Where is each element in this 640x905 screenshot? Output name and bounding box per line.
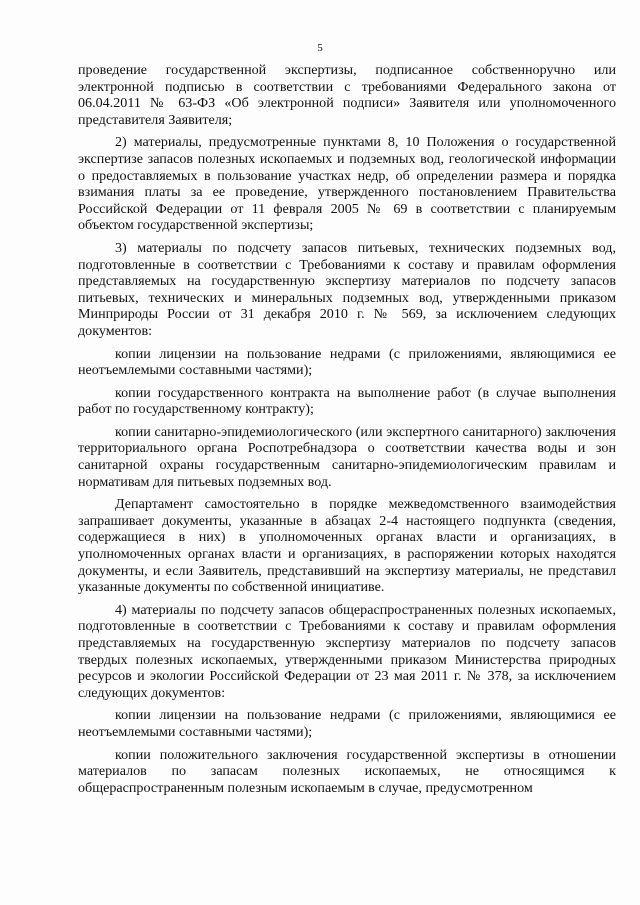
paragraph-item-4: 4) материалы по подсчету запасов общераспространенных полезных ископаемых, подготовленные в соответствии с Требованиями к составу и правилам оформления представляемых на государственную экспертизу материалов по подсчету запасов твердых полезных ископаемых, утвержденными приказом Министерства природных ресурсов и экологии Российской Федерации от 23 мая 2011 г. № 378, за исключением следующих документов: <box>78 601 616 701</box>
paragraph-positive-conclusion: копии положительного заключения государственной экспертизы в отношении материалов по запасам полезных ископаемых, не относящимся к общераспространенным полезным ископаемым в случае, предусмотренном <box>78 746 616 796</box>
paragraph-license-copies: копии лицензии на пользование недрами (с приложениями, являющимися ее неотъемлемыми составными частями); <box>78 345 616 379</box>
page-number: 5 <box>317 42 323 54</box>
paragraph-license-copies-2: копии лицензии на пользование недрами (с приложениями, являющимися ее неотъемлемыми составными частями); <box>78 707 616 740</box>
paragraph-contract-copies: копии государственного контракта на выполнение работ (в случае выполнения работ по государственному контракту); <box>78 384 616 418</box>
paragraph-item-2: 2) материалы, предусмотренные пунктами 8, 10 Положения о государственной экспертизе запасов полезных ископаемых и подземных вод, геологической информации о предоставляемых в пользование участках недр, об определении размера и порядка взимания платы за ее проведение, утвержденного постановлением Правительства Российской Федерации от 11 февраля 2005 № 69 в соответствии с планируемым объектом государственной экспертизы; <box>78 134 616 234</box>
paragraph-item-3: 3) материалы по подсчету запасов питьевых, технических подземных вод, подготовленные в соответствии с Требованиями к составу и правилам оформления представляемых на государственную экспертизу материалов по подсчету запасов питьевых, технических и минеральных подземных вод, утвержденными приказом Минприроды России от 31 декабря 2010 г. № 569, за исключением следующих документов: <box>78 239 616 339</box>
document-body <box>78 62 616 802</box>
paragraph-intro-continuation: проведение государственной экспертизы, подписанное собственноручно или электронной подписью в соответствии с требованиями Федерального закона от 06.04.2011 № 63-ФЗ «Об электронной подписи» Заявителя или уполномоченного представителя Заявителя; <box>78 62 616 128</box>
paragraph-sanitary-conclusion: копии санитарно-эпидемиологического (или экспертного санитарного) заключения территориального органа Роспотребнадзора о соответствии качества воды и зон санитарной охраны государственным санитарно-эпидемиологическим правилам и нормативам для питьевых подземных вод. <box>78 423 616 490</box>
paragraph-department-request: Департамент самостоятельно в порядке межведомственного взаимодействия запрашивает документы, указанные в абзацах 2-4 настоящего подпункта (сведения, содержащиеся в них) в уполномоченных органах власти и организациях, в уполномоченных органах власти и организациях, в распоряжении которых находятся документы, и если Заявитель, представивший на экспертизу материалы, не представил указанные документы по собственной инициативе. <box>78 496 616 596</box>
